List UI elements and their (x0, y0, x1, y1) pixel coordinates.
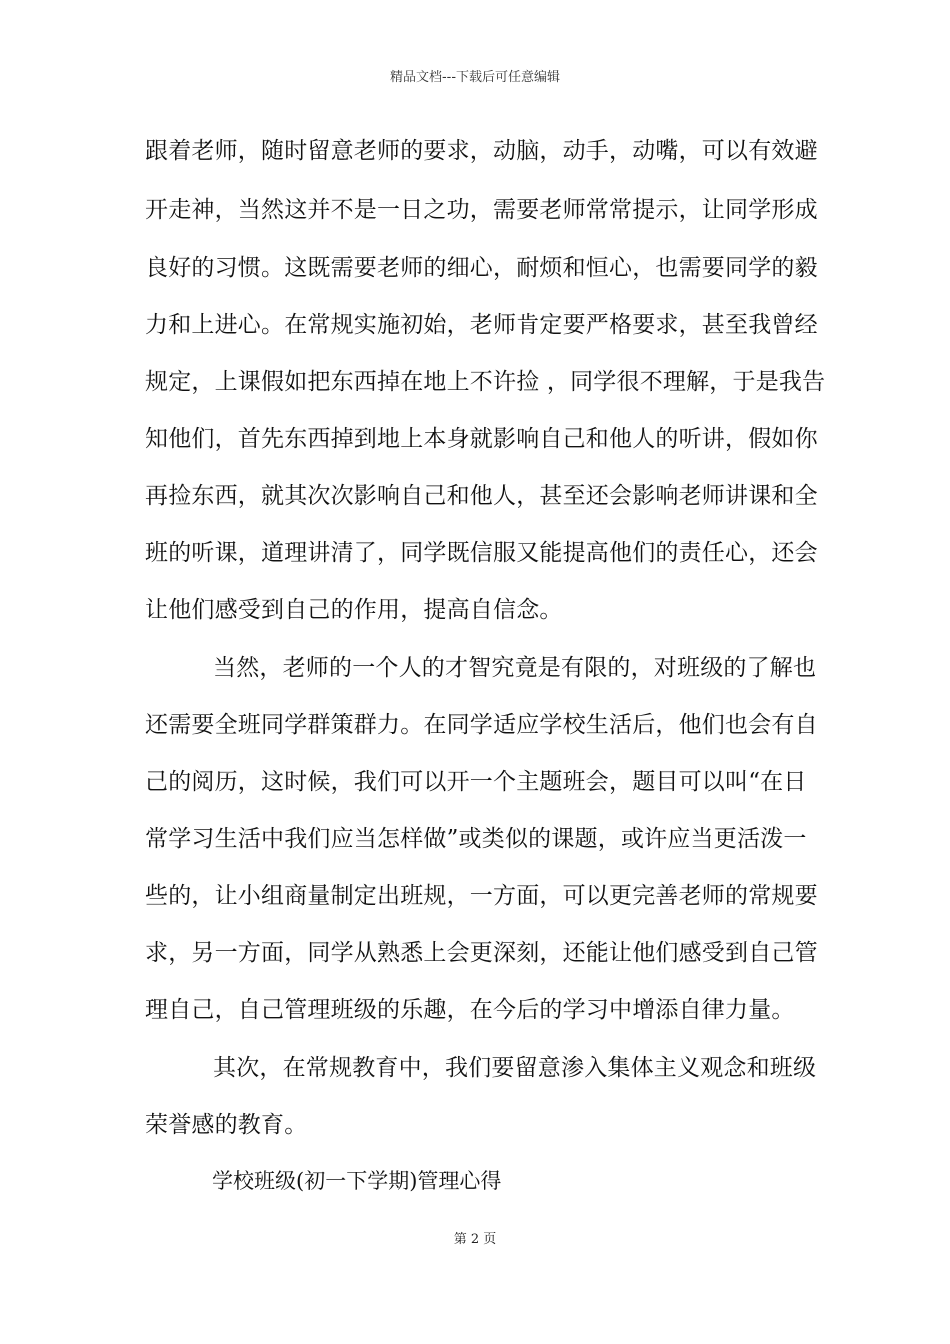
text-line: 荣誉感的教育。 (145, 1112, 308, 1138)
text-line: 良好的习惯。这既需要老师的细心，耐烦和恒心，也需要同学的毅 (145, 255, 818, 281)
text-line: 己的阅历，这时候，我们可以开一个主题班会，题目可以叫“在日 (145, 769, 807, 795)
text-line: 还需要全班同学群策群力。在同学适应学校生活后，他们也会有自 (145, 712, 818, 738)
text-line: 再捡东西，就其次次影响自己和他人，甚至还会影响老师讲课和全 (145, 483, 818, 509)
text-line: 当然，老师的一个人的才智究竟是有限的，对班级的了解也 (213, 655, 817, 681)
text-line: 理自己，自己管理班级的乐趣，在今后的学习中增添自律力量。 (145, 997, 795, 1023)
text-line: 开走神，当然这并不是一日之功，需要老师常常提示，让同学形成 (145, 197, 818, 223)
text-line: 力和上进心。在常规实施初始，老师肯定要严格要求，甚至我曾经 (145, 312, 818, 338)
page-header: 精品文档---下载后可任意编辑 (389, 70, 561, 85)
text-line: 跟着老师，随时留意老师的要求，动脑，动手，动嘴，可以有效避 (145, 138, 818, 164)
text-line: 些的，让小组商量制定出班规，一方面，可以更完善老师的常规要 (145, 883, 818, 909)
text-line: 规定，上课假如把东西掉在地上不许捡 ，同学很不理解，于是我告 (145, 369, 826, 395)
text-line: 知他们，首先东西掉到地上本身就影响自己和他人的听讲，假如你 (145, 426, 818, 452)
text-line: 让他们感受到自己的作用，提高自信念。 (145, 597, 563, 623)
page-number: 第 2 页 (453, 1232, 497, 1247)
section-title: 学校班级(初一下学期)管理心得 (212, 1169, 502, 1193)
text-line: 常学习生活中我们应当怎样做”或类似的课题，或许应当更活泼一 (145, 826, 807, 852)
text-line: 其次，在常规教育中，我们要留意渗入集体主义观念和班级 (213, 1055, 817, 1081)
text-line: 求，另一方面，同学从熟悉上会更深刻，还能让他们感受到自己管 (145, 940, 818, 966)
text-line: 班的听课，道理讲清了，同学既信服又能提高他们的责任心，还会 (145, 540, 818, 566)
